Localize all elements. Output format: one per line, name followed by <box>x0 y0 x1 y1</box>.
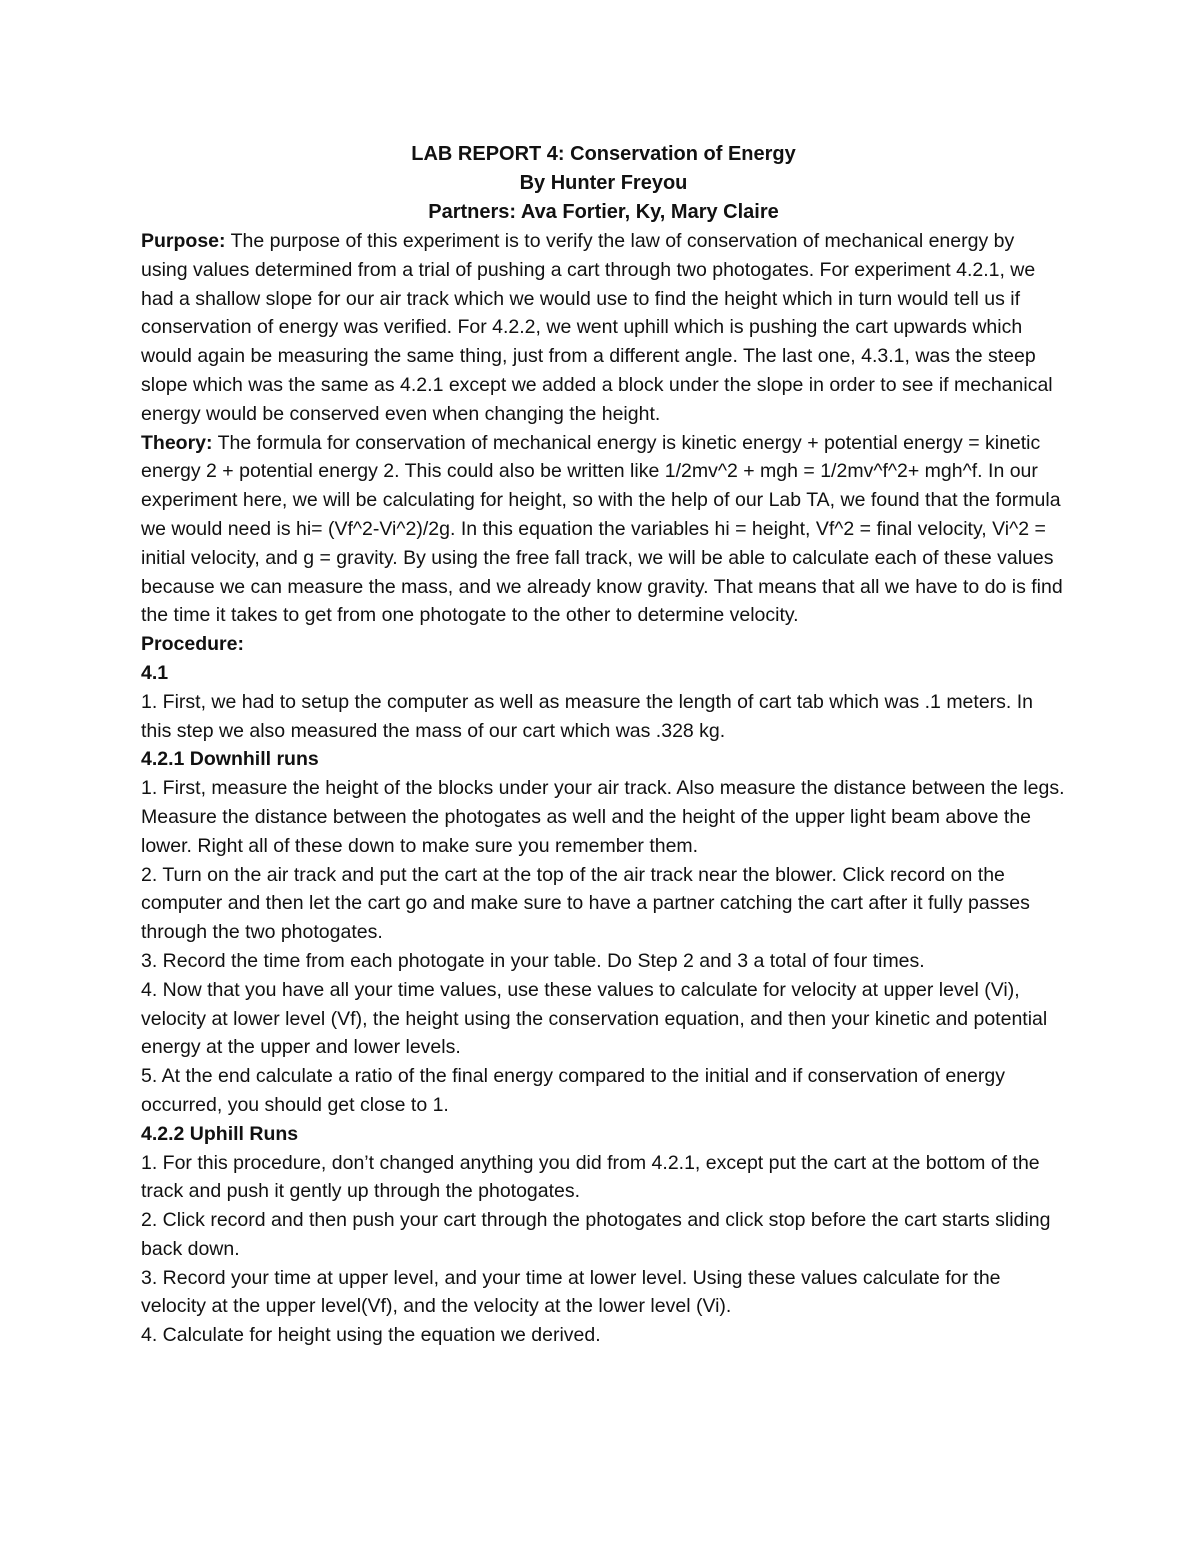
theory-label: Theory: <box>141 431 213 454</box>
report-author: By Hunter Freyou <box>519 172 688 194</box>
theory-text: The formula for conservation of mechanical energy is kinetic energy + potential energy = kinetic energy 2 + potential energy 2. This could also be written like 1/2mv^2 + mgh = 1/2mv^f^2+ mgh^f. In our experiment here, we will be calculating for height, so with the help of our Lab TA, we found that the formula we would need is hi= (Vf^2-Vi^2)/2g. In this equation the variables hi = height, Vf^2 = final velocity, Vi^2 = initial velocity, and g = gravity. By using the free fall track, we will be able to calculate each of these values because we can measure the mass, and we already know gravity. That means that all we have to do is find the time it takes to get from one photogate to the other to determine velocity. <box>141 431 1063 627</box>
document-page <box>141 140 1066 1350</box>
procedure-step: 1. First, measure the height of the blocks under your air track. Also measure the distance between the legs. Measure the distance between the photogates as well and the height of the upper light beam above the lower. Right all of these down to make sure you remember them. <box>141 777 1065 857</box>
purpose-paragraph <box>141 227 1066 429</box>
procedure-step: 2. Click record and then push your cart through the photogates and click stop before the cart starts sliding back down. <box>141 1209 1051 1260</box>
report-title: LAB REPORT 4: Conservation of Energy <box>411 143 796 165</box>
purpose-label: Purpose: <box>141 230 226 252</box>
theory-paragraph <box>141 429 1066 631</box>
procedure-step: 1. For this procedure, don’t changed anything you did from 4.2.1, except put the cart at the bottom of the track and push it gently up through the photogates. <box>141 1151 1040 1203</box>
procedure-step: 3. Record the time from each photogate in your table. Do Step 2 and 3 a total of four times. <box>141 949 925 972</box>
procedure-step: 3. Record your time at upper level, and your time at lower level. Using these values calculate for the velocity at the upper level(Vf), and the velocity at the lower level (Vi). <box>141 1266 1001 1318</box>
procedure-step: 1. First, we had to setup the computer as well as measure the length of cart tab which was .1 meters. In this step we also measured the mass of our cart which was .328 kg. <box>141 690 1034 742</box>
procedure-step: 4. Now that you have all your time values, use these values to calculate for velocity at upper level (Vi), velocity at lower level (Vf), the height using the conservation equation, and then your kinetic and potential energy at the upper and lower levels. <box>141 978 1048 1059</box>
procedure-label: Procedure: <box>141 633 244 656</box>
section-heading-4-2-2: 4.2.2 Uphill Runs <box>141 1122 299 1145</box>
purpose-text: The purpose of this experiment is to verify the law of conservation of mechanical energy by using values determined from a trial of pushing a cart through two photogates. For experiment 4.2.1, we had a shallow slope for our air track which we would use to find the height which in turn would tell us if conservation of energy was verified. For 4.2.2, we went uphill which is pushing the cart upwards which would again be measuring the same thing, just from a different angle. The last one, 4.3.1, was the steep slope which was the same as 4.2.1 except we added a block under the slope in order to see if mechanical energy would be conserved even when changing the height. <box>141 230 1053 425</box>
procedure-step: 4. Calculate for height using the equation we derived. <box>141 1324 601 1347</box>
procedure-step: 2. Turn on the air track and put the cart at the top of the air track near the blower. Click record on the computer and then let the cart go and make sure to have a partner catching the cart after it fully passes through the two photogates. <box>141 863 1030 944</box>
procedure-step: 5. At the end calculate a ratio of the final energy compared to the initial and if conservation of energy occurred, you should get close to 1. <box>141 1065 1005 1116</box>
section-heading-4-2-1: 4.2.1 Downhill runs <box>141 748 319 771</box>
section-heading-4-1: 4.1 <box>141 661 169 684</box>
report-partners: Partners: Ava Fortier, Ky, Mary Claire <box>428 201 779 223</box>
